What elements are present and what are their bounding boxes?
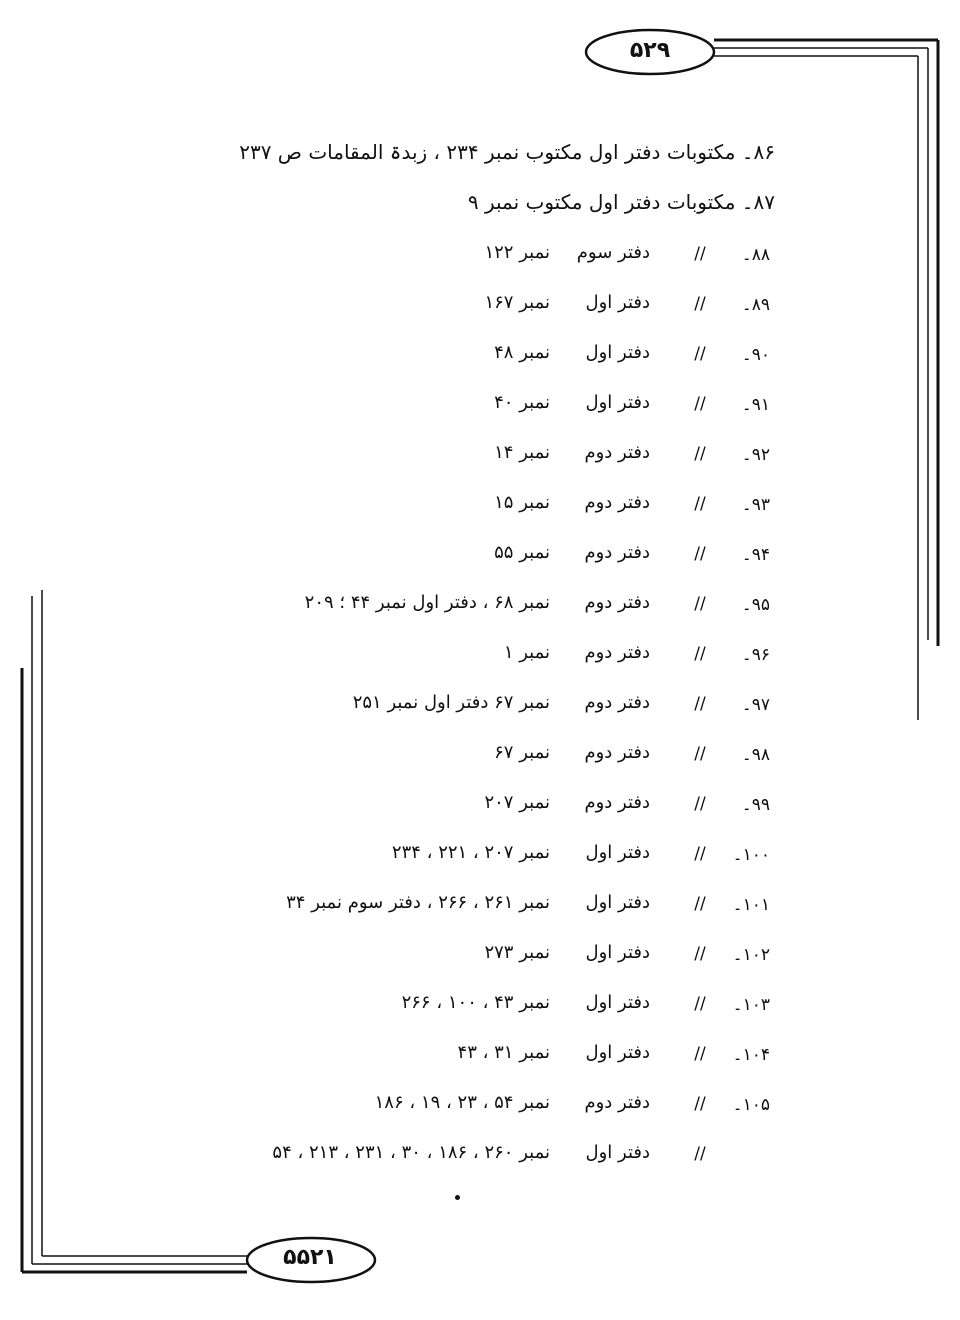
ditto-mark: //	[694, 694, 706, 714]
footnote-number: ۱۰۴۔	[732, 1045, 770, 1065]
footnote-row	[0, 390, 960, 422]
footnote-row	[0, 490, 960, 522]
daftar-volume: دفتر اول	[585, 292, 650, 313]
ditto-mark: //	[694, 1144, 706, 1164]
page-number-bottom: ۵۵۲۱	[283, 1245, 337, 1270]
footnote-number: ۱۰۵۔	[732, 1095, 770, 1115]
footnote-row	[0, 290, 960, 322]
footnote-number: ۹۴۔	[741, 545, 770, 565]
ditto-mark: //	[694, 394, 706, 414]
footnote-number: ۹۵۔	[741, 595, 770, 615]
footnote-number: ۸۹۔	[741, 295, 770, 315]
footnote-number: ۹۶۔	[741, 645, 770, 665]
daftar-volume: دفتر دوم	[584, 492, 650, 513]
footnote-number: ۱۰۱۔	[732, 895, 770, 915]
footnote-row	[0, 940, 960, 972]
daftar-volume: دفتر اول	[585, 1142, 650, 1163]
letter-reference: نمبر ۴۳ ، ۱۰۰ ، ۲۶۶	[401, 992, 550, 1013]
footnote-number: ۹۰۔	[741, 345, 770, 365]
ditto-mark: //	[694, 244, 706, 264]
letter-reference: نمبر ۶۷ دفتر اول نمبر ۲۵۱	[352, 692, 550, 713]
daftar-volume: دفتر دوم	[584, 542, 650, 563]
daftar-volume: دفتر دوم	[584, 642, 650, 663]
letter-reference: نمبر ۶۸ ، دفتر اول نمبر ۴۴ ؛ ۲۰۹	[304, 592, 550, 613]
daftar-volume: دفتر دوم	[584, 442, 650, 463]
ditto-mark: //	[694, 844, 706, 864]
daftar-volume: دفتر اول	[585, 392, 650, 413]
footnote-number: ۱۰۲۔	[732, 945, 770, 965]
letter-reference: نمبر ۴۰	[494, 392, 550, 413]
letter-reference: نمبر ۵۴ ، ۲۳ ، ۱۹ ، ۱۸۶	[374, 1092, 550, 1113]
footnote-row	[0, 1040, 960, 1072]
ditto-mark: //	[694, 644, 706, 664]
footnote-row	[0, 540, 960, 572]
footnote-number: ۹۷۔	[741, 695, 770, 715]
footnote-row	[0, 790, 960, 822]
footnote-line-87: ۸۷۔ مکتوبات دفتر اول مکتوب نمبر ۹	[467, 190, 775, 214]
daftar-volume: دفتر دوم	[584, 1092, 650, 1113]
letter-reference: نمبر ۴۸	[494, 342, 550, 363]
ditto-mark: //	[694, 444, 706, 464]
letter-reference: نمبر ۲۶۰ ، ۱۸۶ ، ۳۰ ، ۲۳۱ ، ۲۱۳ ، ۵۴	[272, 1142, 550, 1163]
letter-reference: نمبر ۵۵	[494, 542, 550, 563]
footnote-number: ۹۱۔	[741, 395, 770, 415]
ditto-mark: //	[694, 494, 706, 514]
daftar-volume: دفتر اول	[585, 892, 650, 913]
ditto-mark: //	[694, 344, 706, 364]
daftar-volume: دفتر اول	[585, 942, 650, 963]
letter-reference: نمبر ۲۰۷	[484, 792, 550, 813]
letter-reference: نمبر ۱	[503, 642, 550, 663]
footnote-row	[0, 640, 960, 672]
page-number-top: ۵۲۹	[629, 38, 671, 63]
footnote-number: ۹۲۔	[741, 445, 770, 465]
footnote-row	[0, 840, 960, 872]
footnote-row	[0, 1140, 960, 1172]
ditto-mark: //	[694, 894, 706, 914]
daftar-volume: دفتر اول	[585, 842, 650, 863]
letter-reference: نمبر ۶۷	[494, 742, 550, 763]
letter-reference: نمبر ۲۶۱ ، ۲۶۶ ، دفتر سوم نمبر ۳۴	[286, 892, 550, 913]
daftar-volume: دفتر دوم	[584, 692, 650, 713]
ditto-mark: //	[694, 794, 706, 814]
letter-reference: نمبر ۱۵	[494, 492, 550, 513]
daftar-volume: دفتر دوم	[584, 742, 650, 763]
letter-reference: نمبر ۱۶۷	[484, 292, 550, 313]
letter-reference: نمبر ۳۱ ، ۴۳	[457, 1042, 550, 1063]
footnote-number: ۱۰۰۔	[732, 845, 770, 865]
daftar-volume: دفتر اول	[585, 992, 650, 1013]
daftar-volume: دفتر دوم	[584, 592, 650, 613]
ditto-mark: //	[694, 594, 706, 614]
letter-reference: نمبر ۲۷۳	[484, 942, 550, 963]
footnote-number: ۸۸۔	[741, 245, 770, 265]
daftar-volume: دفتر اول	[585, 1042, 650, 1063]
letter-reference: نمبر ۱۴	[494, 442, 550, 463]
footnote-row	[0, 340, 960, 372]
ditto-mark: //	[694, 544, 706, 564]
footnote-row	[0, 440, 960, 472]
footnote-row	[0, 240, 960, 272]
footnote-row	[0, 1090, 960, 1122]
ditto-mark: //	[694, 994, 706, 1014]
footnote-line-86: ۸۶۔ مکتوبات دفتر اول مکتوب نمبر ۲۳۴ ، زبدۃ المقامات ص ۲۳۷	[239, 140, 775, 164]
letter-reference: نمبر ۱۲۲	[484, 242, 550, 263]
ditto-mark: //	[694, 744, 706, 764]
ditto-mark: //	[694, 294, 706, 314]
footnote-row	[0, 890, 960, 922]
ditto-mark: //	[694, 1094, 706, 1114]
daftar-volume: دفتر اول	[585, 342, 650, 363]
footnote-number: ۹۸۔	[741, 745, 770, 765]
letter-reference: نمبر ۲۰۷ ، ۲۲۱ ، ۲۳۴	[391, 842, 550, 863]
footnote-number: ۹۳۔	[741, 495, 770, 515]
daftar-volume: دفتر دوم	[584, 792, 650, 813]
footnote-row	[0, 590, 960, 622]
stray-dot	[455, 1195, 460, 1200]
ditto-mark: //	[694, 944, 706, 964]
footnote-row	[0, 990, 960, 1022]
footnote-row	[0, 740, 960, 772]
footnote-row	[0, 690, 960, 722]
ditto-mark: //	[694, 1044, 706, 1064]
footnote-number: ۱۰۳۔	[732, 995, 770, 1015]
footnote-number: ۹۹۔	[741, 795, 770, 815]
daftar-volume: دفتر سوم	[576, 242, 650, 263]
